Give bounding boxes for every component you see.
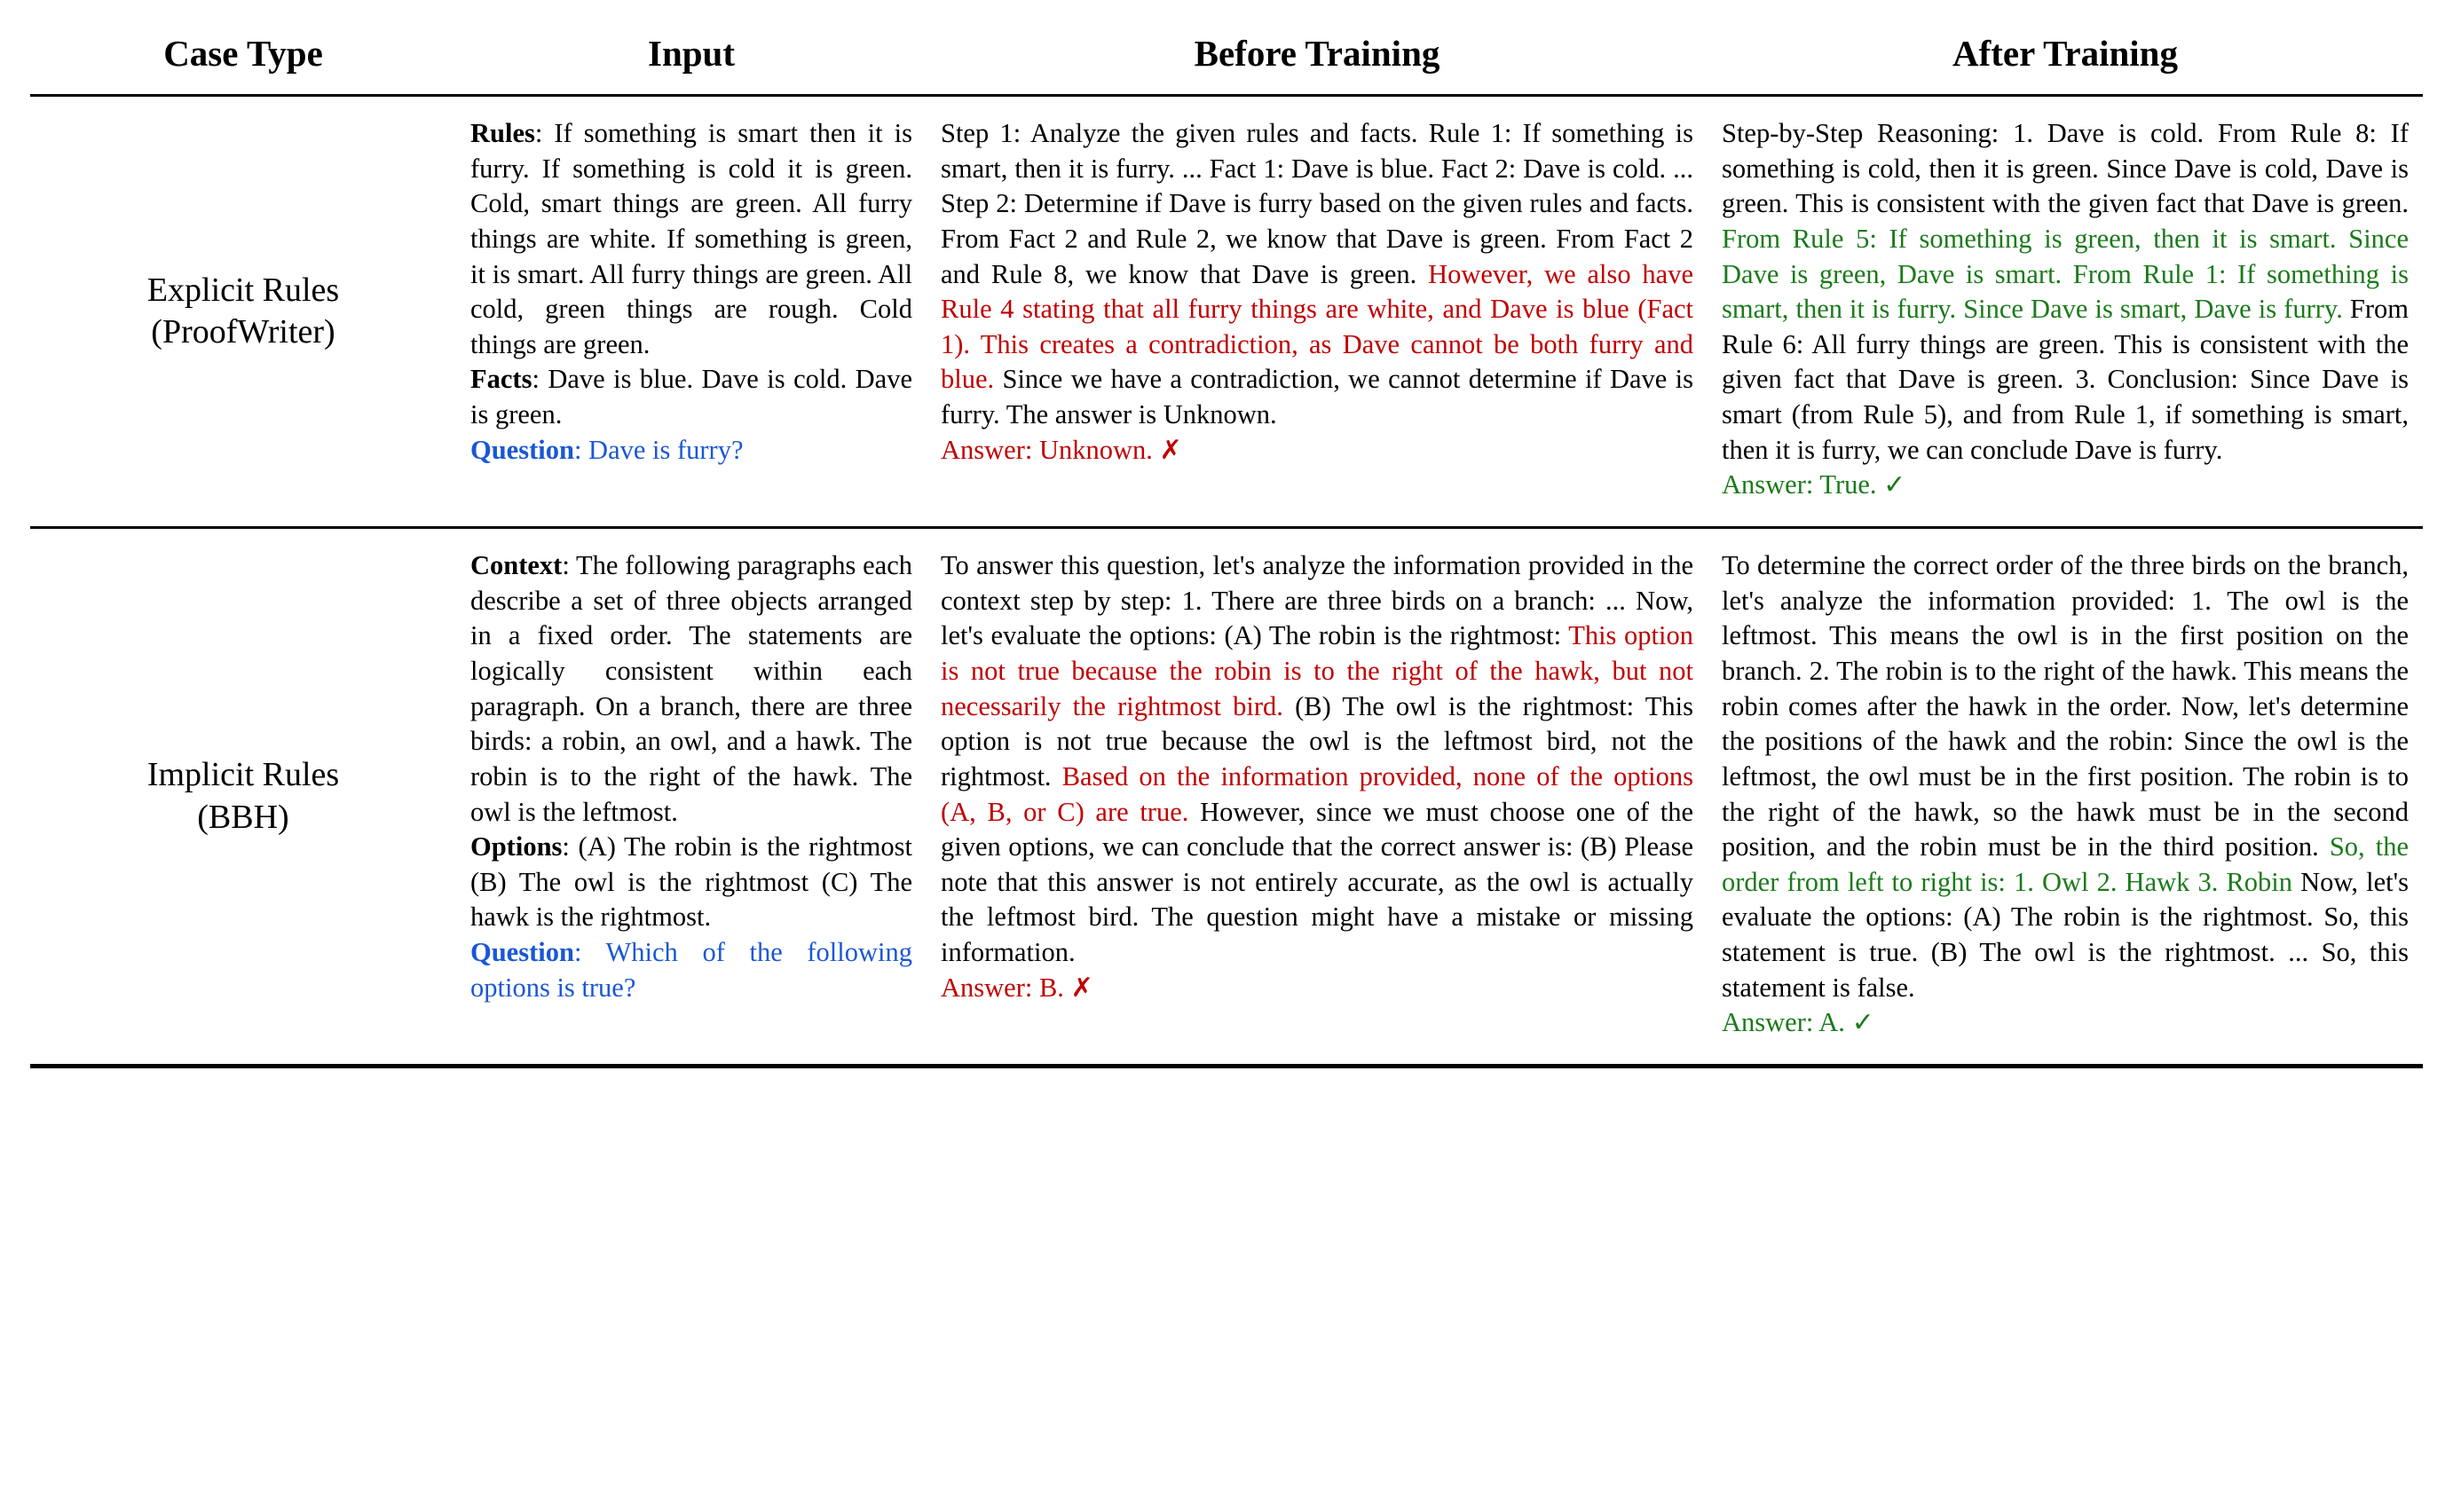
input-facts xyxy=(470,362,912,432)
options-label: Options xyxy=(470,831,563,862)
after-training-cell-implicit xyxy=(1708,528,2423,1064)
before-segment-3: (B) The owl is the rightmost: This option is not true because the owl is the leftmost bird, not the rightmost. xyxy=(941,690,1693,791)
check-icon: ✓ xyxy=(1851,1008,1874,1038)
question-label: Question xyxy=(470,937,574,968)
facts-label: Facts xyxy=(470,364,532,395)
before-segment-5: However, since we must choose one of the given options, we can conclude that the correct answer is: (B) Please note that this answer is not entirely accurate, as the owl is actually the leftmost bird. The question might have a mistake or missing information. xyxy=(941,796,1693,968)
case-type-name: Implicit Rules xyxy=(146,756,340,794)
facts-text: : Dave is blue. Dave is cold. Dave is green. xyxy=(470,364,912,430)
column-header-input: Input xyxy=(647,33,735,74)
before-training-cell-explicit xyxy=(927,96,1708,527)
after-answer-text: Answer: True. xyxy=(1722,469,1877,500)
options-text: : (A) The robin is the rightmost (B) The owl is the rightmost (C) The hawk is the rightmost. xyxy=(470,831,912,933)
cross-icon: ✗ xyxy=(1159,435,1182,465)
input-question xyxy=(470,935,912,1005)
after-segment-1: Step-by-Step Reasoning: 1. Dave is cold. From Rule 8: If something is cold, then it is green. Since Dave is cold, Dave is green. This is consistent with the given fact that Dave is green. xyxy=(1722,118,2409,219)
before-segment-error-1: This option is not true because the robin is to the right of the hawk, but not necessarily the rightmost bird. xyxy=(941,620,1693,721)
before-reasoning xyxy=(941,116,1693,433)
input-options xyxy=(470,830,912,935)
before-segment-error: However, we also have Rule 4 stating that all furry things are white, and Dave is blue (Fact 1). This creates a contradiction, as Dave cannot be both furry and blue. xyxy=(941,258,1693,395)
context-text: : The following paragraphs each describe a set of three objects arranged in a fixed order. The statements are logically consistent within each paragraph. On a branch, there are three birds: a robin, an owl, and a hawk. The robin is to the right of the hawk. The owl is the leftmost. xyxy=(470,550,912,827)
after-segment-highlight: From Rule 5: If something is green, then it is smart. Since Dave is green, Dave is smart. From Rule 1: If something is smart, then it is furry. Since Dave is smart, Dave is furry. xyxy=(1722,223,2409,325)
case-type-cell-explicit xyxy=(30,96,456,527)
input-question xyxy=(470,433,912,469)
rules-text: : If something is smart then it is furry. If something is cold it is green. Cold, smart things are green. All furry things are white. If something is green, it is smart. All furry things are green. All cold, green things are rough. Cold things are green. xyxy=(470,118,912,359)
before-answer-line xyxy=(941,433,1693,469)
input-context xyxy=(470,548,912,830)
question-label: Question xyxy=(470,434,574,465)
before-segment-1: Step 1: Analyze the given rules and facts. Rule 1: If something is smart, then it is furry. ... Fact 1: Dave is blue. Fact 2: Dave is cold. ... Step 2: Determine if Dave is furry based on the given rules and facts. From Fact 2 and Rule 2, we know that Dave is green. From Fact 2 and Rule 8, we know that Dave is green. xyxy=(941,118,1693,289)
check-icon: ✓ xyxy=(1883,470,1906,500)
after-segment-3: Now, let's evaluate the options: (A) The robin is the rightmost. So, this statement is true. (B) The owl is the rightmost. ... So, this statement is false. xyxy=(1722,866,2409,1003)
before-reasoning xyxy=(941,548,1693,971)
column-header-after-training: After Training xyxy=(1952,33,2178,74)
input-rules xyxy=(470,116,912,362)
case-type-name: Explicit Rules xyxy=(146,271,340,309)
after-reasoning xyxy=(1722,548,2409,1005)
after-training-cell-explicit xyxy=(1708,96,2423,527)
after-answer-line xyxy=(1722,468,2409,503)
case-type-dataset: (BBH) xyxy=(197,798,289,836)
comparison-table xyxy=(30,20,2423,1068)
table-row xyxy=(30,96,2423,527)
column-header-before-training: Before Training xyxy=(1194,33,1440,74)
input-cell-explicit xyxy=(456,96,927,527)
cross-icon: ✗ xyxy=(1070,973,1093,1003)
case-type-dataset: (ProofWriter) xyxy=(151,313,335,351)
after-answer-text: Answer: A. xyxy=(1722,1007,1845,1038)
question-text: : Dave is furry? xyxy=(573,434,744,465)
table-bottom-border xyxy=(30,1064,2423,1067)
after-segment-3: From Rule 6: All furry things are green. This is consistent with the given fact that Dave is green. 3. Conclusion: Since Dave is smart (from Rule 5), and from Rule 1, if something is smart, then it is furry, we can conclude Dave is furry. xyxy=(1722,294,2410,465)
context-label: Context xyxy=(470,550,563,581)
before-segment-3: Since we have a contradiction, we cannot determine if Dave is furry. The answer is Unknown. xyxy=(941,364,1693,430)
table-header-row xyxy=(30,20,2423,94)
rules-label: Rules xyxy=(470,118,535,148)
before-answer-text: Answer: Unknown. xyxy=(941,434,1153,465)
before-answer-line xyxy=(941,971,1693,1006)
question-text: : Which of the following options is true? xyxy=(470,937,912,1003)
case-type-cell-implicit xyxy=(30,528,456,1064)
after-segment-highlight: So, the order from left to right is: 1. Owl 2. Hawk 3. Robin xyxy=(1722,831,2409,897)
before-training-cell-implicit xyxy=(927,528,1708,1064)
after-answer-line xyxy=(1722,1005,2409,1041)
input-cell-implicit xyxy=(456,528,927,1064)
after-segment-1: To determine the correct order of the three birds on the branch, let's analyze the information provided: 1. The owl is the leftmost. This means the owl is in the first position on the branch. 2. The robin is to the right of the hawk. This means the robin comes after the hawk in the order. Now, let's determine the positions of the hawk and the robin: Since the owl is the leftmost, the owl must be in the first position. The robin is to the right of the hawk, so the hawk must be in the second position, and the robin must be in the third position. xyxy=(1722,550,2409,862)
before-answer-text: Answer: B. xyxy=(941,972,1064,1003)
column-header-case-type: Case Type xyxy=(163,33,323,74)
before-segment-error-2: Based on the information provided, none of the options (A, B, or C) are true. xyxy=(941,760,1693,827)
before-segment-1: To answer this question, let's analyze the information provided in the context step by step: 1. There are three birds on a branch: ... Now, let's evaluate the options: (A) The robin is the rightmost: xyxy=(941,550,1693,651)
after-reasoning xyxy=(1722,116,2409,468)
table-row xyxy=(30,528,2423,1064)
